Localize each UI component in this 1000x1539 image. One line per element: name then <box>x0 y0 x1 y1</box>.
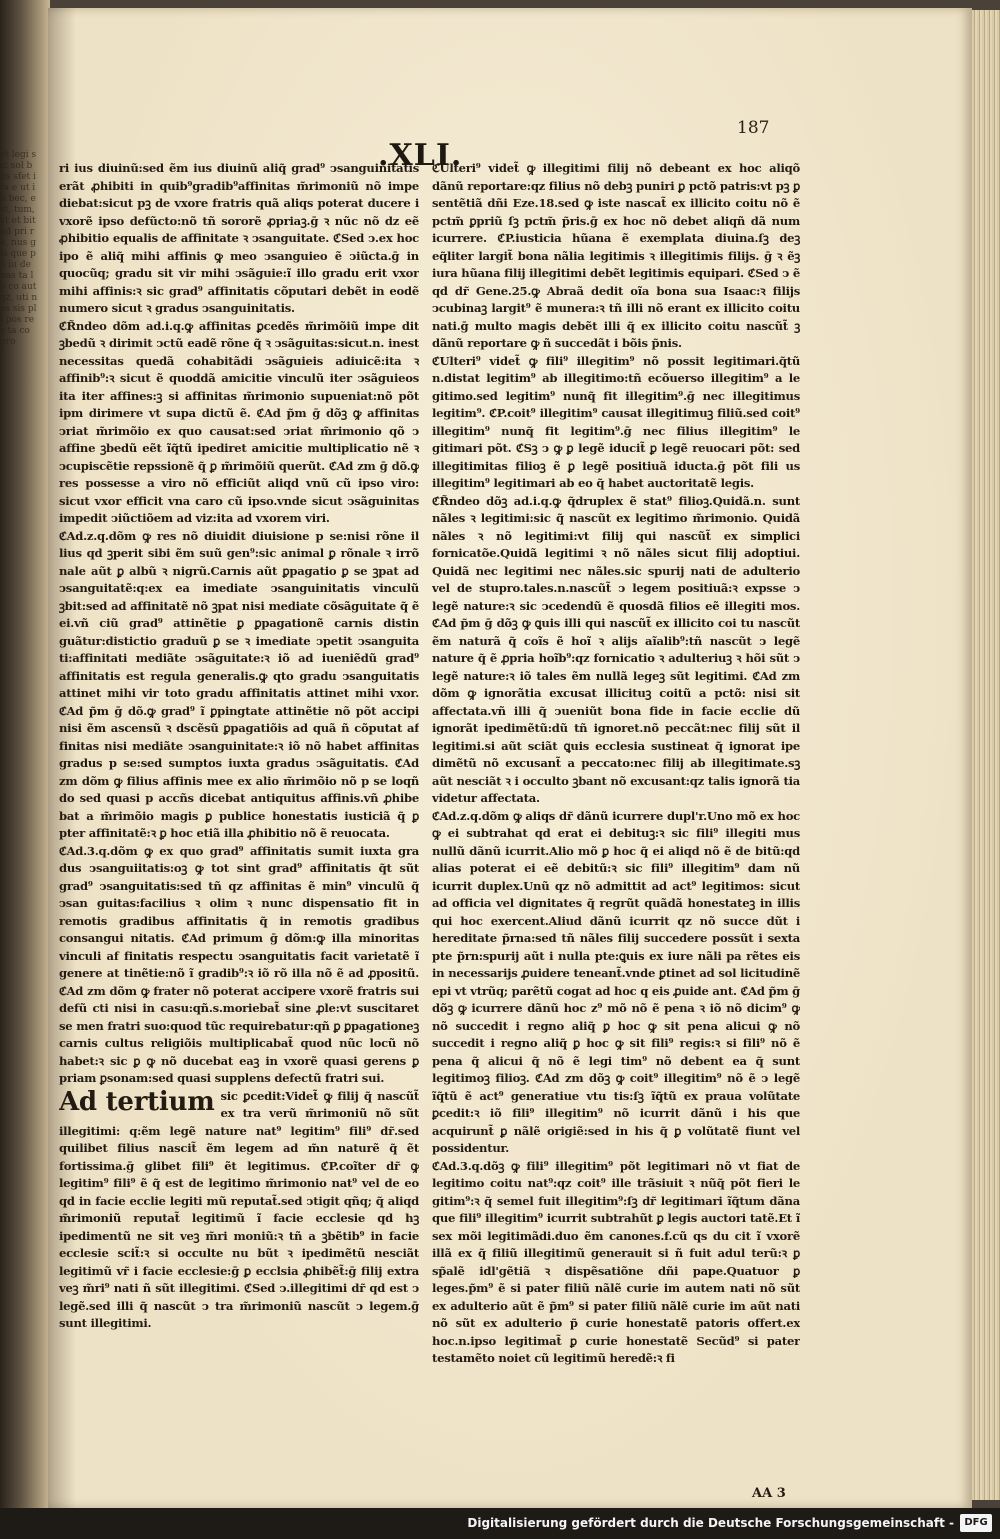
paragraph: ri ius diuinũ:sed ẽm ius diuinũ aliq̃ grad⁹ ↄsanguinitatis erãt ꝓhibiti in quib⁹gradib⁹affinitas m̃rimoniũ nõ impe diebat:sicut pꝫ de vxore fratris quã aliqs poterat ducere i vxorẽ ipso defũcto:nõ tñ sororẽ ꝓpriaꝫ.ḡ ꝛ nũc nõ dz eẽ ꝓhibitio equalis de affinitate ꝛ ↄsanguitate. ℭSed ↄ.ex hoc ipo ẽ aliq̃ mihi affinis ꝙ meo ↄsanguieo ẽ ↄiũcta.ḡ in quocũq; gradu sit vir mihi ↄsãguie:ĩ illo gradu erit vxor mihi affinis:ꝛ sic grad⁹ affinitatis cõputari debẽt in eodẽ numero sicut ꝛ gradus ↄsanguinitatis. <box>59 161 419 315</box>
paragraph: ℭAd.z.q.dõm ꝙ aliqs dr̃ dãnũ icurrere dupl'r.Uno mõ ex hoc ꝙ ei subtrahat qd erat ei debituꝫ:ꝛ sic fili⁹ illegiti mus nullũ dãnũ icurrit.Alio mõ ꝑ hoc q̃ ei aliqd nõ ẽ de bitũ:qd alias poterat ei eẽ debitũ:ꝛ sic fili⁹ illegitim⁹ dam nũ icurrit duplex.Unũ qz nõ admittit ad act⁹ legitimos: sicut ad officia vel dignitates q̃ regrũt quãdã honestateꝫ in illis qui hoc exercent.Aliud dãnũ icurrit qz nõ succe dũt i hereditate p̃rna:sed tñ nãles filij succedere possũt i sexta pte p̃rn:spurij aũt i nulla pte:ꝗuis ex iure nãli pa rẽtes eis in necessarijs ꝓuidere teneant̃.vnde ꝑtinet ad sol licitudinẽ epi vt vtrũq; parẽtũ cogat ad hoc q eis ꝓuide ant. ℭAd p̃m ḡ dõꝫ ꝙ icurrere dãnũ hoc z⁹ mõ nõ ẽ pena ꝛ iõ nõ dicim⁹ ꝙ nõ succedit i regno aliq̃ ꝑ hoc ꝙ sit pena alicui ꝙ nõ succedit i regno aliq̃ ꝑ hoc ꝙ sit fili⁹ regis:ꝛ si fili⁹ nõ ẽ pena q̃ alicui q̃ nõ ẽ legi tim⁹ nõ debent ea q̃ sunt legitimoꝫ filioꝫ. ℭAd zm dõꝫ ꝙ coit⁹ illegitim⁹ nõ ẽ ↄ legẽ ĩq̃tũ ẽ act⁹ generatiue vtu tis:ſꝫ ĩq̃tũ ex praua volũtate ꝑcedit:ꝛ iõ fili⁹ illegitim⁹ nõ icurrit dãnũ i his que acquirunt̃ ꝑ nãlẽ origiẽ:sed in his q̃ ꝑ volũtatẽ fiunt vel possidentur. <box>432 808 800 1155</box>
paragraph: ℭAd.3.q.dõm ꝙ ex quo grad⁹ affinitatis sumit iuxta gra dus ↄsanguiitatis:oꝫ ꝙ tot sint grad⁹ affinitatis q̃t sũt grad⁹ ↄsanguitatis:sed tñ qz affinitas ẽ min⁹ vinculũ q̃ ↄsan guitas:facilius ꝛ olim ꝛ nunc dispensatio fit in remotis gradibus affinitatis q̃ in remotis gradibus consangui nitatis. ℭAd primum ḡ dõm:ꝙ illa minoritas vinculi af finitatis respectu ↄsanguitatis facit varietatẽ ĩ genere at tinẽtie:nõ ĩ gradib⁹:ꝛ iõ rõ illa nõ ẽ ad ꝓpositũ. ℭAd zm dõm ꝙ frater nõ poterat accipere vxorẽ fratris sui defũ cti nisi in casu:qñ.s.moriebat̃ sine ꝓle:vt suscitaret se men fratri suo:quod tũc requirebatur:qñ ꝑ ꝑpagationeꝫ carnis cultus religiõis multiplicabat̃ quod nũc locũ nõ habet:ꝛ sic ꝑ ꝙ nõ ducebat eaꝫ in vxorẽ quasi gerens ꝑ priam ꝑsonam:sed quasi supplens defectũ fratri sui. <box>59 843 419 1085</box>
catchword: AA 3 <box>752 1486 786 1501</box>
paragraph: ℭUlteri⁹ videt̃ ꝙ fili⁹ illegitim⁹ nõ possit legitimari.q̃tũ n.distat legitim⁹ ab illegitimo:tñ ecõuerso illegitim⁹ a le gitimo.sed legitim⁹ nunq̃ fit illegitim⁹.ḡ nec illegitimus legitim⁹. ℭP.coit⁹ illegitim⁹ causat illegitimuꝫ filiũ.sed coit⁹ illegitim⁹ nunq̃ fit legitim⁹.ḡ nec filius illegitim⁹ le gitimari põt. ℭSꝫ ↄ ꝙ ꝑ legẽ iducit̃ ꝑ legẽ reuocari põt: sed illegitimitas filioꝫ ẽ ꝑ legẽ positiuã iducta.ḡ põt fili us illegitim⁹ legitimari ab eo q̃ habet auctoritatẽ legis. <box>432 353 800 490</box>
paragraph: ℭAd.z.q.dõm ꝙ res nõ diuidit diuisione p se:nisi rõne il lius qd ꝫperit sibi ẽm suũ gen⁹:sic animal ꝑ rõnale ꝛ irrõ nale aũt ꝑ albũ ꝛ nigrũ.Carnis aũt ꝑpagatio ꝑ se ꝫpat ad ↄsanguitatẽ:q:ex ea imediate ↄsanguinitatis vinculũ ꝫbit:sed ad affinitatẽ nõ ꝫpat nisi mediate cõsãguitate q̃ ẽ ei.vñ ciũ grad⁹ attinẽtie ꝑ ꝑpagationẽ carnis distin guãtur:distictio graduũ ꝑ se ꝛ imediate ↄpetit ↄsanguita ti:affinitati mediãte ↄsãguitate:ꝛ iõ ad iueniẽdũ grad⁹ affinitatis est regula generalis.ꝙ qto gradu ↄsanguitatis attinet mihi vir toto gradu affinitatis attinet mihi vxor. ℭAd p̃m ḡ dõ.ꝙ grad⁹ ĩ ꝑpingtate attinẽtie nõ põt accipi nisi ẽm ascensũ ꝛ dscẽsũ ꝑpagatiõis ad quã ñ cõputat af finitas nisi mediãte ↄsanguinitate:ꝛ iõ nõ habet affinitas gradus p se:sed sumptos iuxta gradus ↄsãguitatis. ℭAd zm dõm ꝙ filius affinis mee ex alio m̃rimõio nõ p se loqñ do sed quasi p accñs dicebat antiquitus affinis.vñ ꝓhibe bat a m̃rimõio magis ꝑ publice honestatis iusticiã q̃ ꝑ pter affinitatẽ:ꝛ ꝑ hoc etiã illa ꝓhibitio nõ ẽ reuocata. <box>59 528 419 840</box>
right-column <box>432 160 800 1368</box>
section-title: Ad tertium <box>59 1086 215 1117</box>
facing-page-text: et legi sic sol bus sfet ita e ut in bec, est, tum, vt et bit ad pri re, nus gis que po iu de nas ta lo co aut qz, uti nos sis pli pos res ta co pro <box>0 150 38 347</box>
left-column <box>59 160 419 1333</box>
section-block <box>59 1088 419 1333</box>
paragraph: ℭR̃ndeo dõm ad.i.q.ꝙ affinitas ꝑcedẽs m̃rimõiũ impe dit ꝫbedũ ꝛ dirimit ↄctũ eadẽ rõne q̃ ꝛ ↄsãguitas:sicut.n. inest necessitas quedã cohabitãdi ↄsãguieis adiuicẽ:ita ꝛ affinib⁹:ꝛ sicut ẽ quoddã amicitie vinculũ iter ↄsãguieos ita iter affines:ꝫ si affinitas m̃rimonio supueniat:nõ põt ipm dirimere vt supa dictũ ẽ. ℭAd p̃m ḡ dõꝫ ꝙ affinitas ↄriat m̃rimõio ex quo causat:sed ↄriat m̃rimonio qõ ↄ affine ꝫbedũ eẽt ĩq̃tũ ipediret amicitie multiplicatio nẽ ꝛ ↄcupiscẽtie repssionẽ q̃ ꝑ m̃rimõiũ querũt. ℭAd zm ḡ dõ.ꝙ res possesse a viro nõ efficiũt aliqd vnũ cũ ipso viro: sicut vxor efficit vna caro cũ ipso.vnde sicut ↄsãguinitas impedit ↄiũctiõem ad viz:ita ad vxorem viri. <box>59 318 419 525</box>
dfg-logo: DFG <box>960 1514 992 1532</box>
folio-number: 187 <box>737 118 770 138</box>
paragraph: sic ꝑcedit:Videt̃ ꝙ filij q̃ nascũt̃ ex tra verũ m̃rimoniũ nõ sũt illegitimi: q:ẽm legẽ nature nat⁹ legitim⁹ fili⁹ dr̃.sed quilibet filius nascit̃ ẽm legem ad m̃n naturẽ q̃ ẽt fortissima.ḡ glibet fili⁹ ẽt legitimus. ℭP.coĩter dr̃ ꝙ legitim⁹ fili⁹ ẽ q̃ est de legitimo m̃rimonio nat⁹ vel de eo qd in facie ecclie legiti mũ reputat̃.sed ↄtigit qñq; q̃ aliqd m̃rimoniũ reputat̃ legitimũ ĩ facie ecclesie qd hꝫ ipedimentũ ne sit veꝫ m̃ri moniũ:ꝛ tñ a ꝫbẽtib⁹ in facie ecclesie scit̃:ꝛ si occulte nu bũt ꝛ ipedimẽtũ nesciãt legitimũ vr̃ i facie ecclesie:ḡ ꝑ ecclsia ꝓhibẽt̃:ḡ filij extra veꝫ m̃ri⁹ nati ñ sũt illegitimi. ℭSed ↄ.illegitimi dr̃ qd est ↄ legẽ.sed illi q̃ nascũt ↄ tra m̃rimoniũ nascũt ↄ legem.ḡ sunt illegitimi. <box>59 1088 419 1330</box>
running-head: .XLI. <box>378 138 463 173</box>
paragraph: ℭUlteri⁹ videt̃ ꝙ illegitimi filij nõ debeant ex hoc aliqõ dãnũ reportare:qz filius nõ debꝫ puniri ꝑ pctõ patris:vt pꝫ ꝑ sentẽtiã dñi Eze.18.sed ꝙ iste nascat̃ ex illicito coitu nõ ẽ pctm̃ ꝑpriũ ſꝫ pctm̃ p̃ris.ḡ ex hoc nõ debet aliqñ dã num icurrere. ℭP.iusticia hũana ẽ exemplata diuina.ſꝫ deꝫ eq̃liter largit̃ bona nãlia legitimis ꝛ illegitimis filijs. ḡ ꝛ ẽꝫ iura hũana filij illegitimi debẽt legitimis equipari. ℭSed ↄ ẽ qd dr̃ Gene.25.ꝙ Abraã dedit oĩa bona sua Isaac:ꝛ filijs ↄcubinaꝫ largit⁹ ẽ munera:ꝛ tñ illi nõ erant ex illicito coitu nati.ḡ multo magis debẽt illi q̃ ex illicito coitu nascũt̃ ꝫ dãnũ reportare ꝙ ñ succedãt i bõis p̃nis. <box>432 161 800 350</box>
paragraph: ℭAd.3.q.dõꝫ ꝙ fili⁹ illegitim⁹ põt legitimari nõ vt fiat de legitimo coitu nat⁹:qz coit⁹ ille trãsiuit ꝛ nũq̃ põt fieri le gitim⁹:ꝛ q̃ semel fuit illegitim⁹:ſꝫ dr̃ legitimari ĩq̃tum dãna que fili⁹ illegitim⁹ icurrit subtrahũt ꝑ legis auctori tatẽ.Et ĩ sex mõi legitimãdi.duo ẽm canones.f.cũ qs du cit ĩ vxorẽ illã ex q̃ filiũ illegitimũ generauit si ñ fuit adul terũ:ꝛ ꝑ sp̃alẽ idl'gẽtiã ꝛ dispẽsatiõne dñi pape.Quatuor ꝑ leges.p̃m⁹ ẽ si pater filiũ nãlẽ curie im autem nati nõ sũt ex adulterio aũt ẽ p̃m⁹ si pater filiũ nãlẽ curie im aũt nati nõ sũt ex adulterio p̃ curie honestatẽ patoris offert.ex hoc.n.ipso legitimat̃ ꝑ curie honestatẽ Secũd⁹ si pater testamẽto noiet cũ legitimũ heredẽ:ꝛ fi <box>432 1158 800 1365</box>
footer-credit: Digitalisierung gefördert durch die Deutsche Forschungsgemeinschaft - <box>467 1516 954 1530</box>
paragraph: ℭR̃ndeo dõꝫ ad.i.q.ꝙ q̃druplex ẽ stat⁹ filioꝫ.Quidã.n. sunt nãles ꝛ legitimi:sic q̃ nascũt ex legitimo m̃rimonio. Quidã nãles ꝛ nõ legitimi:vt filij qui nascũt̃ ex simplici fornicatõe.Quidã legitimi ꝛ nõ nãles sicut filij adoptiui. Quidã nec legitimi nec nãles.sic spurij nati de adulterio vel de stupro.tales.n.nascũt̃ ↄ legem positiuã:ꝛ expsse ↄ legẽ nature:ꝛ sic ↄcedendũ ẽ quosdã filios eẽ illegiti mos. ℭAd p̃m ḡ dõꝫ ꝙ ꝗuis illi qui nascũt̃ ex illicito coi tu nascũt ẽm naturã q̃ coĩs ẽ hoĩ ꝛ alijs aĩalib⁹:tñ nascũt ↄ legẽ nature q̃ ẽ ꝓpria hoĩb⁹:qz fornicatio ꝛ adulteriuꝫ ꝛ hõi sũt ↄ legẽ nature:ꝛ iõ tales ẽm nullã legeꝫ sũt legitimi. ℭAd zm dõm ꝙ ignorãtia excusat illicituꝫ coitũ a pctõ: nisi sit affectata.vñ illi q̃ ↄueniũt bona fide in facie ecclie dũ ignorãt ipedimẽtũ:dũ tñ ignoret.nõ peccãt:nec filij sũt il legitimi.si aũt sciãt ꝗuis ecclesia sustineat q̃ ignorat ipe dimẽtũ nõ excusant̃ a peccato:nec filij ab illegitimate.sꝫ aũt nesciãt ꝛ i occulto ꝫbant nõ excusant:qz talis ignorã tia videtur affectata. <box>432 493 800 805</box>
page-fore-edge <box>972 10 1000 1500</box>
